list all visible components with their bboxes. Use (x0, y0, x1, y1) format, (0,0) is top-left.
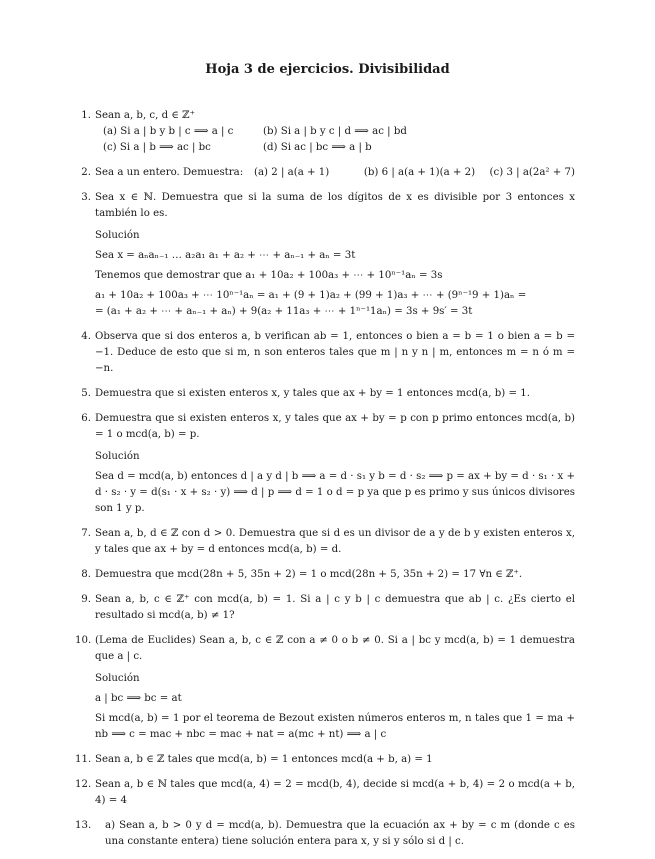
exercise-text: Sean a, b, c ∈ ℤ⁺ con mcd(a, b) = 1. Si a | c y b | c demuestra que ab | c. ¿Es cierto el resultado si mcd(a, b) ≠ 1? (95, 594, 575, 621)
exercise-text: Sean a, b ∈ ℕ tales que mcd(a, 4) = 2 = mcd(b, 4), decide si mcd(a + b, 4) = 2 o mcd(a + b, 4) = 4 (95, 779, 575, 806)
exercise-8 (75, 567, 575, 583)
exercise-7 (75, 526, 575, 558)
exercise-number: 8. (81, 569, 91, 580)
exercise-9 (75, 592, 575, 624)
exercise-text: Demuestra que mcd(28n + 5, 35n + 2) = 1 o mcd(28n + 5, 35n + 2) = 17 ∀n ∈ ℤ⁺. (95, 569, 523, 580)
solution-line: a₁ + 10a₂ + 100a₃ + ⋯ 10ⁿ⁻¹aₙ = a₁ + (9 + 1)a₂ + (99 + 1)a₃ + ⋯ + (9ⁿ⁻¹9 + 1)aₙ = (95, 290, 527, 301)
solution-label: Solución (95, 230, 140, 241)
exercise-subitems-row (95, 124, 575, 140)
exercise-number: 3. (81, 192, 91, 203)
exercise-5 (75, 386, 575, 402)
solution-line: Tenemos que demostrar que a₁ + 10a₂ + 100a₃ + ⋯ + 10ⁿ⁻¹aₙ = 3s (95, 270, 443, 281)
exercise-number: 11. (75, 754, 92, 765)
exercise-number: 9. (81, 594, 91, 605)
subitem-a: (a) Si a | b y b | c ⟹ a | c (103, 126, 234, 137)
subitem-b: (b) 6 | a(a + 1)(a + 2) (363, 167, 476, 178)
page-title: Hoja 3 de ejercicios. Divisibilidad (205, 62, 450, 77)
exercise-number: 6. (81, 413, 91, 424)
subitem-b: (b) Si a | b y c | d ⟹ ac | bd (263, 126, 407, 137)
exercise-text: Sean a, b ∈ ℤ tales que mcd(a, b) = 1 entonces mcd(a + b, a) = 1 (95, 754, 433, 765)
exercise-text: Sea a un entero. Demuestra: (95, 167, 244, 178)
exercise-13 (75, 818, 575, 850)
exercise-text: (Lema de Euclides) Sean a, b, c ∈ ℤ con a ≠ 0 o b ≠ 0. Si a | bc y mcd(a, b) = 1 demuestra que a | c. (95, 635, 575, 662)
solution-label: Solución (95, 673, 140, 684)
exercise-text: Demuestra que si existen enteros x, y tales que ax + by = 1 entonces mcd(a, b) = 1. (95, 388, 530, 399)
solution-line: Sea x = aₙaₙ₋₁ … a₂a₁ a₁ + a₂ + ⋯ + aₙ₋₁ + aₙ = 3t (95, 250, 356, 261)
subitem-d: (d) Si ac | bc ⟹ a | b (263, 142, 372, 153)
exercise-subitems-row (95, 140, 575, 156)
exercise-text: Sean a, b, c, d ∈ ℤ⁺ (95, 110, 195, 121)
exercise-6 (75, 411, 575, 517)
exercise-10 (75, 633, 575, 743)
subitem-a: (a) 2 | a(a + 1) (254, 167, 330, 178)
exercise-text: a) Sean a, b > 0 y d = mcd(a, b). Demuestra que la ecuación ax + by = c m (donde c es una constante entera) tiene solución entera para x, y si y sólo si d | c. (105, 820, 575, 847)
exercise-text-row (95, 165, 575, 181)
solution-line: = (a₁ + a₂ + ⋯ + aₙ₋₁ + aₙ) + 9(a₂ + 11a₃ + ⋯ + 1ⁿ⁻¹1aₙ) = 3s + 9s′ = 3t (95, 306, 473, 317)
exercise-number: 5. (81, 388, 91, 399)
exercise-text: Sean a, b, d ∈ ℤ con d > 0. Demuestra que si d es un divisor de a y de b y existen enteros x, y tales que ax + by = d entonces mcd(a, b) = d. (95, 528, 575, 555)
exercise-text: Observa que si dos enteros a, b verifican ab = 1, entonces o bien a = b = 1 o bien a = b = −1. Deduce de esto que si m, n son enteros tales que m | n y n | m, entonces m = n ó m = −n. (95, 331, 575, 374)
exercise-1 (75, 108, 575, 156)
solution-text: Si mcd(a, b) = 1 por el teorema de Bezout existen números enteros m, n tales que 1 = ma + nb ⟹ c = mac + nbc = mac + nat = a(mc + nt) ⟹ a | c (95, 713, 575, 740)
exercise-3 (75, 190, 575, 320)
exercise-number: 10. (75, 635, 92, 646)
solution-label: Solución (95, 451, 140, 462)
exercise-list (75, 108, 575, 859)
exercise-number: 1. (81, 110, 91, 121)
exercise-text: Sea x ∈ ℕ. Demuestra que si la suma de los dígitos de x es divisible por 3 entonces x también lo es. (95, 192, 575, 219)
subitem-c: (c) Si a | b ⟹ ac | bc (103, 142, 211, 153)
exercise-number: 7. (81, 528, 91, 539)
exercise-11 (75, 752, 575, 768)
subitem-c: (c) 3 | a(2a² + 7) (489, 167, 575, 178)
solution-text: Sea d = mcd(a, b) entonces d | a y d | b ⟹ a = d · s₁ y b = d · s₂ ⟹ p = ax + by = d · s₁ · x + d · s₂ · y = d(s₁ · x + s₂ · y) ⟹ d | p ⟹ d = 1 o d = p ya que p es primo y sus únicos divisores son 1 y p. (95, 471, 575, 514)
exercise-2 (75, 165, 575, 181)
exercise-4 (75, 329, 575, 377)
solution-line: a | bc ⟹ bc = at (95, 693, 182, 704)
exercise-number: 2. (81, 167, 91, 178)
exercise-12 (75, 777, 575, 809)
exercise-number: 12. (75, 779, 92, 790)
exercise-number: 4. (81, 331, 91, 342)
exercise-text: Demuestra que si existen enteros x, y tales que ax + by = p con p primo entonces mcd(a, b) = 1 o mcd(a, b) = p. (95, 413, 575, 440)
exercise-number: 13. (75, 820, 92, 831)
